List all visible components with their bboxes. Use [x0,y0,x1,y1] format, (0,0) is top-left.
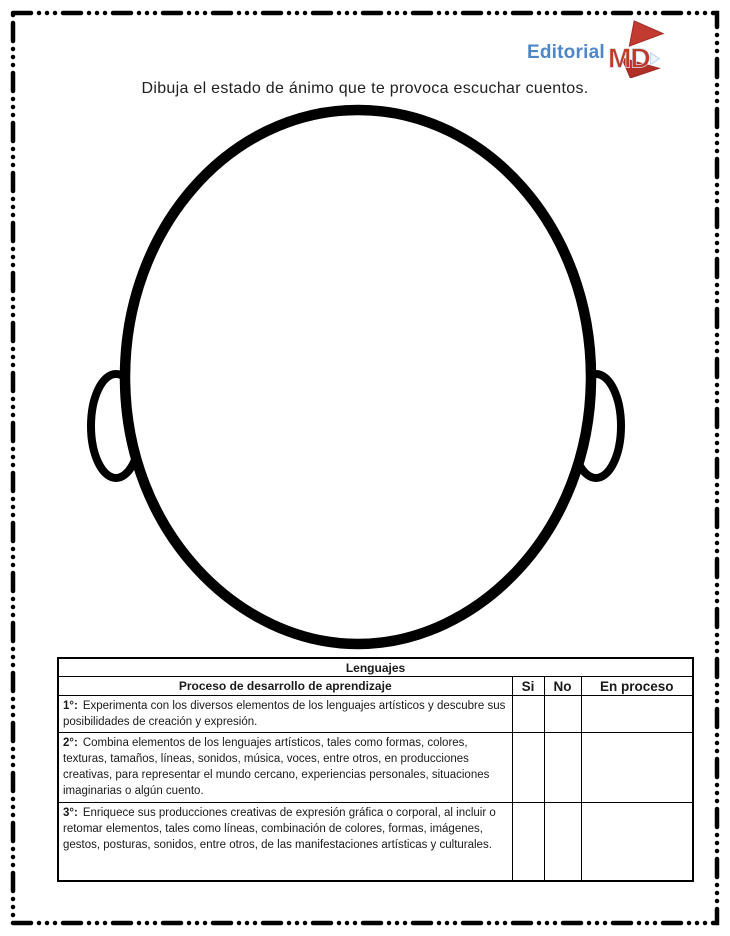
answer-cell-enproceso-2[interactable] [581,733,693,803]
criterion-text-3 [58,803,512,882]
table-title: Lenguajes [58,658,693,677]
criterion-body-2: Combina elementos de los lenguajes artísticos, tales como formas, colores, texturas, tamaños, líneas, sonidos, música, voces, entre otros, en producciones creativas, para representar el mundo cercano, experiencias personales, situaciones imaginarias o algún cuento. [63,737,490,797]
criterion-text-1 [58,696,512,733]
logo-play-icon [650,53,659,65]
answer-cell-si-3[interactable] [512,803,544,882]
answer-cell-si-1[interactable] [512,696,544,733]
answer-cell-si-2[interactable] [512,733,544,803]
table-row-2 [58,733,693,803]
head-outline [125,110,591,644]
face-drawing-area[interactable] [85,95,630,655]
answer-cell-no-3[interactable] [544,803,581,882]
table-row-1 [58,696,693,733]
answer-cell-enproceso-1[interactable] [581,696,693,733]
answer-cell-no-1[interactable] [544,696,581,733]
answer-cell-enproceso-3[interactable] [581,803,693,882]
criterion-body-1: Experimenta con los diversos elementos de los lenguajes artísticos y descubre sus posibilidades de creación y expresión. [63,700,506,728]
grade-number-3: 3°: [63,807,78,819]
editorial-md-logo [527,20,671,78]
table-header-row [58,677,693,696]
table-row-3 [58,803,693,882]
answer-cell-no-2[interactable] [544,733,581,803]
col-header-si: Si [512,677,544,696]
assessment-table [57,657,694,882]
logo-md-letters: MD [607,42,650,74]
criterion-text-2 [58,733,512,803]
logo-editorial-text: Editorial [527,42,605,63]
worksheet-title: Dibuja el estado de ánimo que te provoca escuchar cuentos. [141,80,589,97]
grade-number-2: 2°: [63,737,78,749]
logo-md-mark [607,20,671,78]
table-title-row [58,658,693,677]
grade-number-1: 1°: [63,700,78,712]
col-header-en-proceso: En proceso [581,677,693,696]
criterion-body-3: Enriquece sus producciones creativas de expresión gráfica o corporal, al incluir o retomar elementos, tales como líneas, combinación de colores, formas, imágenes, gestos, posturas, sonidos, entre otros, de las manifestaciones artísticas y culturales. [63,807,496,851]
col-header-no: No [544,677,581,696]
col-header-proceso: Proceso de desarrollo de aprendizaje [58,677,512,696]
